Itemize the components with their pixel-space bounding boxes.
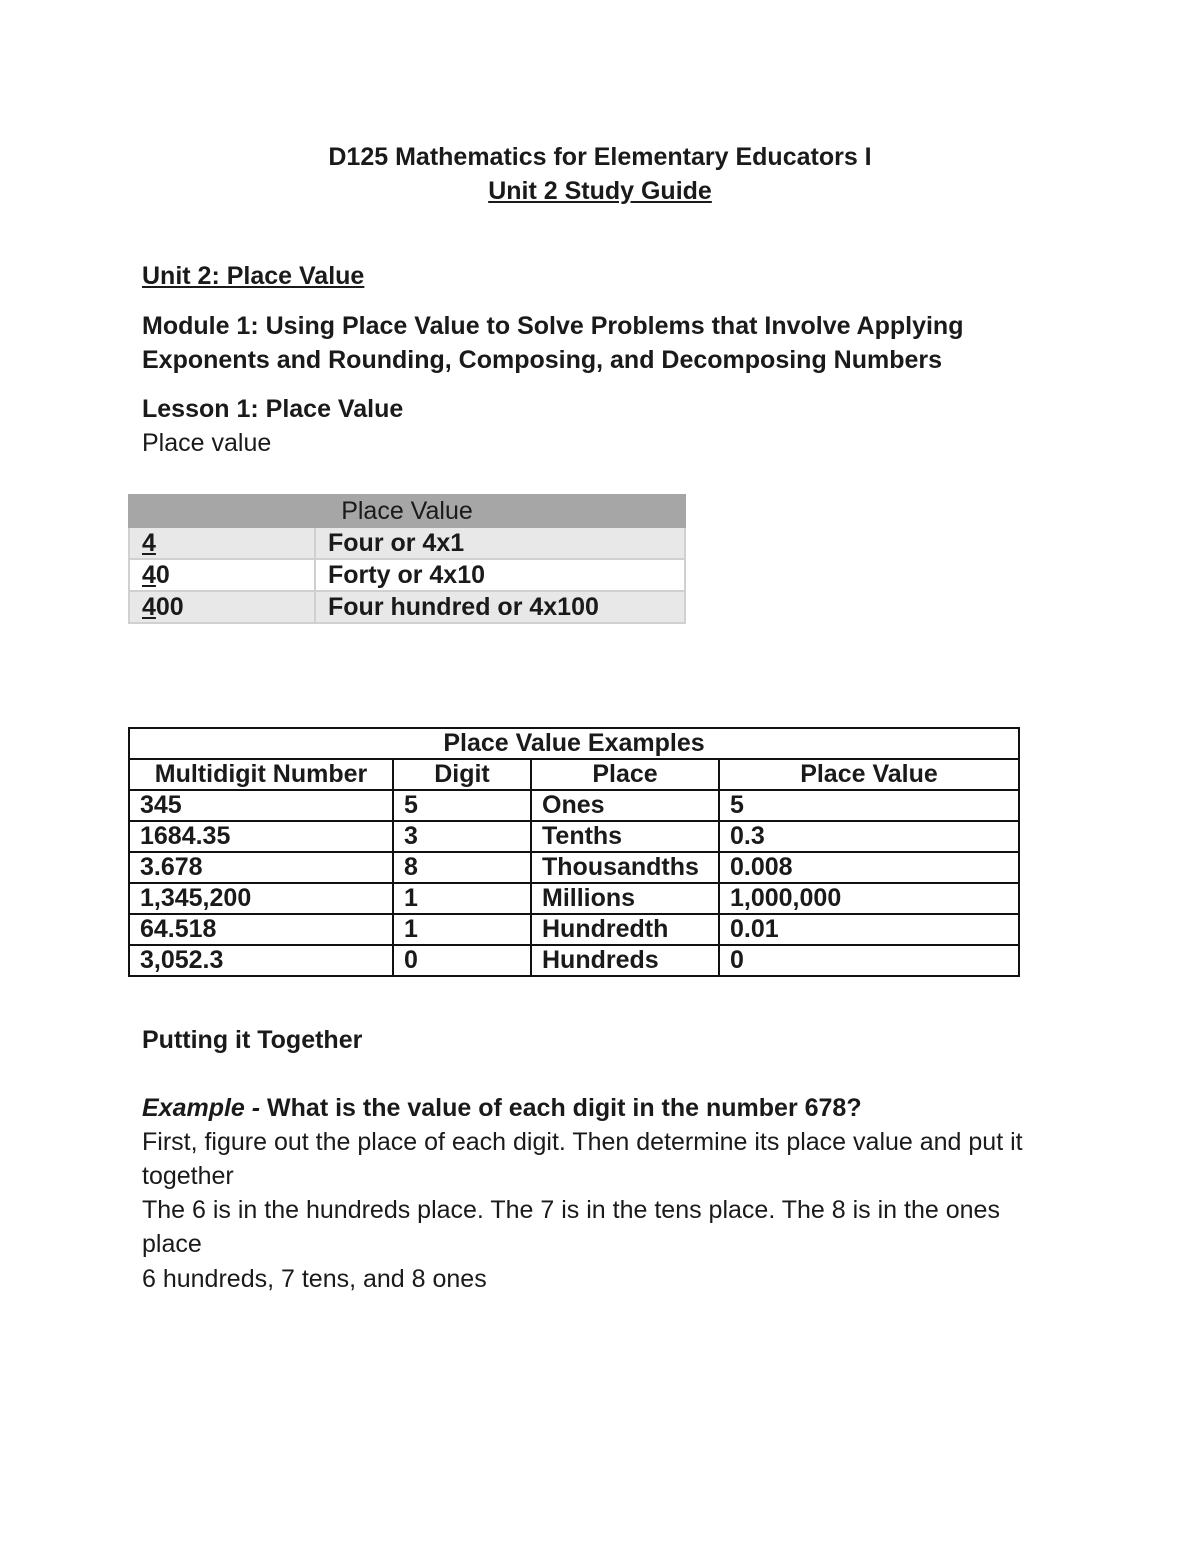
- table-cell: 0.008: [719, 852, 1019, 883]
- number-cell: 400: [129, 591, 315, 623]
- place-value-table-header: Place Value: [129, 495, 685, 527]
- table-cell: Hundreds: [531, 945, 719, 976]
- place-value-examples-table: [128, 727, 1020, 977]
- table-row: [129, 559, 685, 591]
- document-title: D125 Mathematics for Elementary Educators I: [328, 143, 872, 171]
- table-cell: 345: [129, 790, 393, 821]
- column-header: Multidigit Number: [129, 759, 393, 790]
- table-cell: 8: [393, 852, 531, 883]
- table-row: [129, 527, 685, 559]
- table-cell: 64.518: [129, 914, 393, 945]
- number-cell: 40: [129, 559, 315, 591]
- table-cell: 3,052.3: [129, 945, 393, 976]
- example-line-2: The 6 is in the hundreds place. The 7 is in the tens place. The 8 is in the ones place: [142, 1196, 1000, 1258]
- table-cell: 1,345,200: [129, 883, 393, 914]
- column-header: Place Value: [719, 759, 1019, 790]
- table-cell: Ones: [531, 790, 719, 821]
- table-row: [129, 945, 1019, 976]
- table-row: [129, 821, 1019, 852]
- table-cell: Hundredth: [531, 914, 719, 945]
- table-row: [129, 883, 1019, 914]
- table-cell: Thousandths: [531, 852, 719, 883]
- place-value-table: [128, 494, 686, 624]
- document-subtitle: Unit 2 Study Guide: [488, 177, 712, 205]
- table-cell: 5: [393, 790, 531, 821]
- example-question: Example - What is the value of each digit in the number 678?: [142, 1094, 862, 1122]
- module-heading-line2: Exponents and Rounding, Composing, and Decomposing Numbers: [142, 346, 943, 374]
- table-cell: 1: [393, 883, 531, 914]
- table-cell: 1,000,000: [719, 883, 1019, 914]
- meaning-cell: Forty or 4x10: [315, 559, 685, 591]
- table-cell: Tenths: [531, 821, 719, 852]
- lesson-subtext: Place value: [142, 429, 272, 457]
- module-heading-line1: Module 1: Using Place Value to Solve Problems that Involve Applying: [142, 312, 964, 340]
- examples-table-title: Place Value Examples: [129, 728, 1019, 759]
- example-line-1: First, figure out the place of each digit. Then determine its place value and put it together: [142, 1128, 1023, 1190]
- table-cell: 0: [719, 945, 1019, 976]
- lesson-heading: Lesson 1: Place Value: [142, 395, 404, 423]
- meaning-cell: Four or 4x1: [315, 527, 685, 559]
- table-cell: 0: [393, 945, 531, 976]
- table-cell: 1684.35: [129, 821, 393, 852]
- table-cell: 3: [393, 821, 531, 852]
- meaning-cell: Four hundred or 4x100: [315, 591, 685, 623]
- column-header: Place: [531, 759, 719, 790]
- unit-heading: Unit 2: Place Value: [142, 262, 365, 290]
- column-header: Digit: [393, 759, 531, 790]
- table-cell: 0.3: [719, 821, 1019, 852]
- number-cell: 4: [129, 527, 315, 559]
- table-cell: Millions: [531, 883, 719, 914]
- table-row: [129, 591, 685, 623]
- example-label: Example -: [142, 1094, 261, 1122]
- table-cell: 0.01: [719, 914, 1019, 945]
- table-row: [129, 914, 1019, 945]
- putting-together-heading: Putting it Together: [142, 1026, 363, 1054]
- table-row: [129, 852, 1019, 883]
- table-cell: 3.678: [129, 852, 393, 883]
- table-cell: 5: [719, 790, 1019, 821]
- table-row: [129, 790, 1019, 821]
- example-line-3: 6 hundreds, 7 tens, and 8 ones: [142, 1265, 487, 1293]
- examples-header-row: [129, 759, 1019, 790]
- table-cell: 1: [393, 914, 531, 945]
